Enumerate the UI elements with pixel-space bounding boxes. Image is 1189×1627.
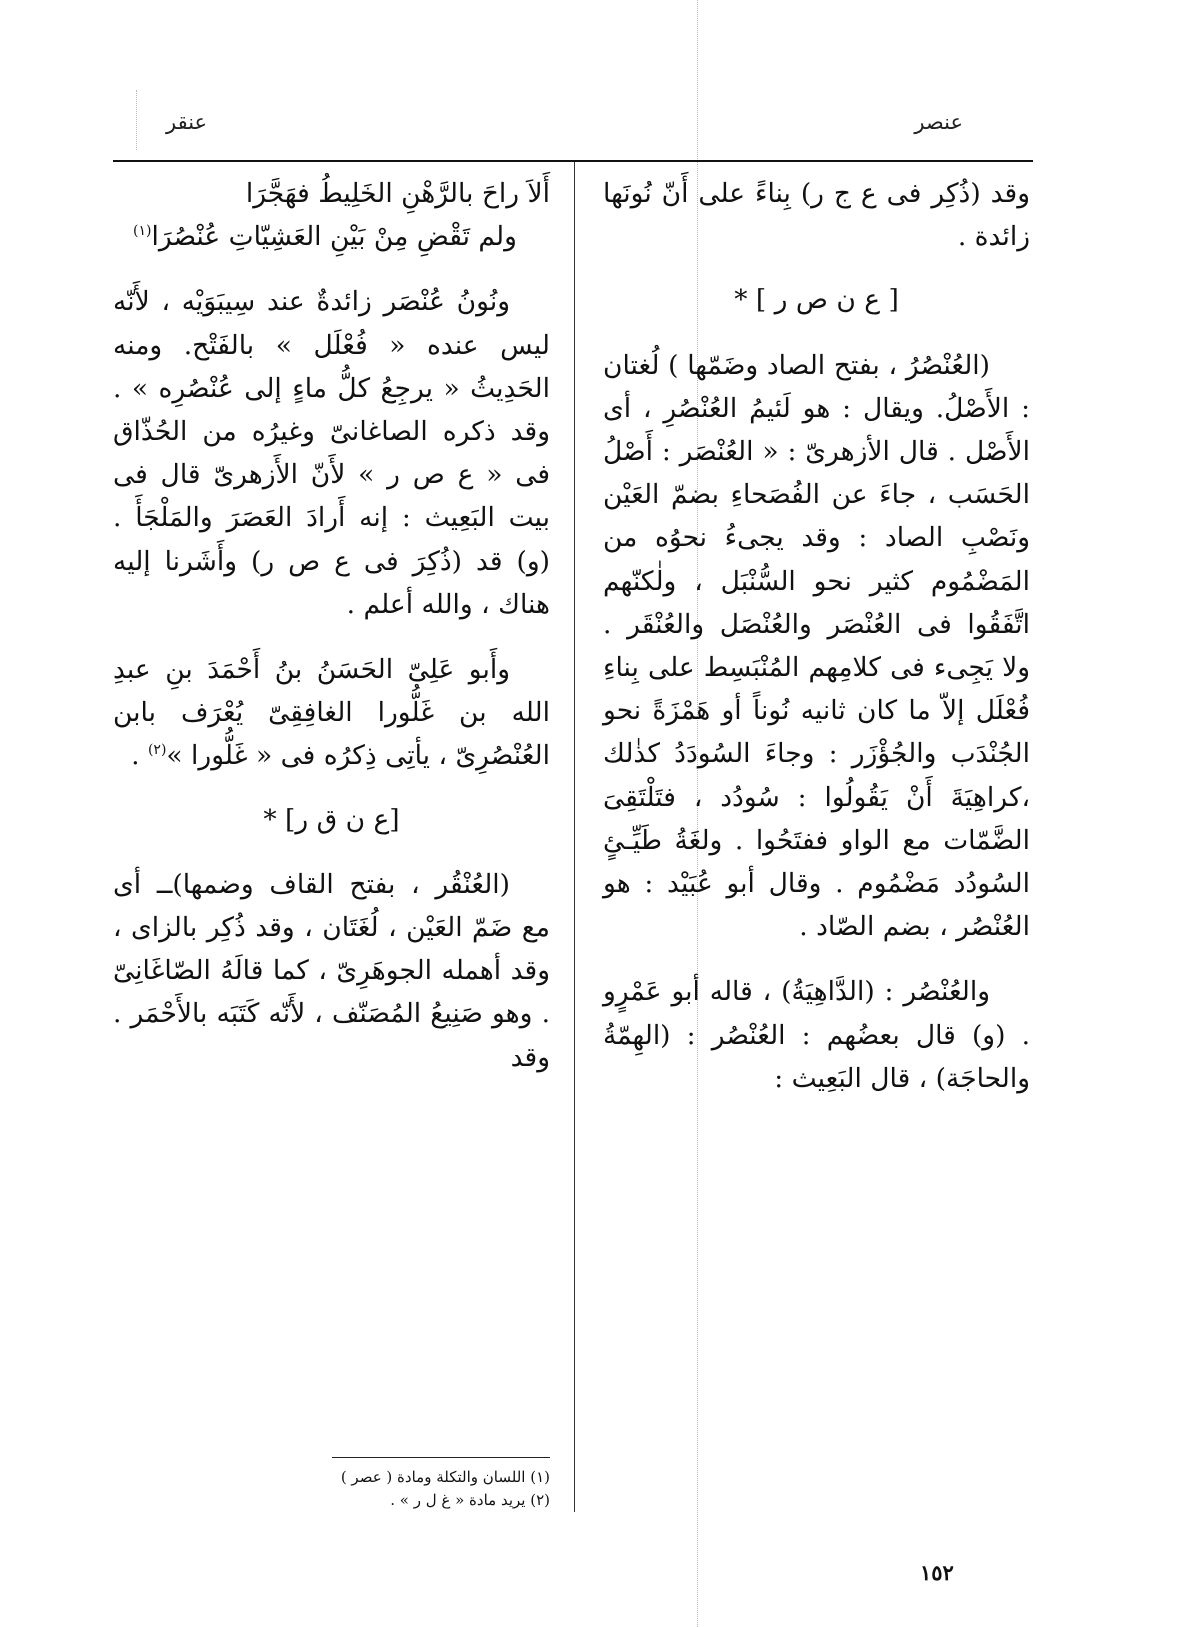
entry-body-ansr-meaning: والعُنْصُر : (الدَّاهِيَةُ) ، قاله أبو عَمْرٍو . (و) قال بعضُهم : العُنْصُر : (الهِمّةُ والحاجَة) ، قال البَعِيث : <box>603 976 1030 1094</box>
paragraph-ibn-alunsuri <box>113 648 550 778</box>
page-number: ١٥٢ <box>920 1560 954 1585</box>
poetry-verse <box>113 172 550 258</box>
verse-hemistich-2 <box>113 215 550 258</box>
scan-artifact-mark <box>136 90 137 150</box>
paragraph-ibn-alunsuri-end: . <box>131 740 148 772</box>
footnote-ref-1: (١) <box>133 223 152 240</box>
footnote-rule <box>332 1457 550 1458</box>
footnote-2: (٢) يريد مادة « غ ل ر » . <box>390 1491 550 1509</box>
running-head-right: عنصر <box>914 110 963 134</box>
entry-body-ansr: (العُنْصُرُ ، بفتح الصاد وضَمّها ) لُغتان : الأَصْلُ. ويقال : هو لَئيمُ العُنْصُرِ ، أى الأَصْل . قال الأزهرىّ : « العُنْصَر : أَصْلُ الحَسَب ، جاءَ عن الفُصَحاءِ بضمّ العَيْن ونَصْبِ الصاد : وقد يجىءُ نحوُه من المَضْمُوم كثير نحو السُّنْبَل ، ولٰكنّهم اتَّفَقُوا فى العُنْصَر والعُنْصَل والعُنْقَر . ولا يَجِىء فى كلامِهم المُنْبَسِط على بِناءِ فُعْلَل إلاّ ما كان ثانيه نُوناً أو هَمْزَةً نحو الجُنْدَب والجُؤْزَر : وجاءَ السُودَدُ كذٰلك ،كراهِيَةَ أَنْ يَقُولُوا : سُودُد ، فتَلْتَقِىَ الضَّمّات مع الواو ففتَحُوا . ولغَةُ طَيِّـئٍ السُودُد مَضْمُوم . وقال أبو عُبَيْد : هو العُنْصُر ، بضم الصّاد . <box>603 349 1030 943</box>
right-column <box>603 172 1030 1100</box>
entry-body-anqr: (العُنْقُر ، بفتح القاف وضمها)ــ أى مع ضَمّ العَيْن ، لُغَتَان ، وقد ذُكِر بالزاى ، وقد أهمله الجوهَرِىّ ، كما قالَهُ الصّاغَانِىّ . وهو صَنِيعُ المُصَنّف ، لأَنّه كَتَبَه بالأَحْمَر . وقد <box>113 868 550 1073</box>
verse-hemistich-1: أَلاَ راحَ بالرَّهْنِ الخَلِيطُ فهَجَّرَا <box>245 178 550 209</box>
continuation-paragraph: وقد (ذُكِر فى ع ج ر) بِناءً على أَنّ نُونَها زائدة . <box>603 178 1030 253</box>
paragraph-ibn-alunsuri-text: وأَبو عَلِىّ الحَسَنُ بنُ أَحْمَدَ بنِ عبدِ الله بن غَلُّورا الغافِقِىّ يُعْرَف بابن العُنْصُرِىّ ، يأتِى ذِكرُه فى « غَلُّورا » <box>113 654 550 772</box>
verse-hemistich-2-text: ولم تَقْضِ مِنْ بَيْنِ العَشِيّاتِ عُنْصُرَا <box>151 221 517 253</box>
paragraph-sibawayh: ونُونُ عُنْصَر زائدةٌ عند سِيبَوَيْه ، لأَنّه ليس عنده « فُعْلَل » بالفَتْح. ومنه الحَدِيثُ « يرجِعُ كلُّ ماءٍ إلى عُنْصُرِه » . وقد ذكره الصاغانىّ وغيرُه من الحُذّاق فى « ع ص ر » لأَنّ الأَزهرىّ قال فى بيت البَعِيث : إنه أَرادَ العَصَرَ والمَلْجَأَ . (و) قد (ذُكِرَ فى ع ص ر) وأَشَرنا إليه هناك ، والله أعلم . <box>113 286 550 620</box>
footnote-1: (١) اللسان والتكلة ومادة ( عصر ) <box>340 1468 550 1486</box>
column-divider <box>574 162 575 1512</box>
entry-heading-anqr: [ع ن ق ر] * <box>263 803 400 835</box>
header-rule <box>113 160 1033 162</box>
running-head-left: عنقر <box>166 110 208 134</box>
entry-heading-ansr: [ ع ن ص ر ] * <box>734 284 899 316</box>
left-column <box>113 172 550 1079</box>
footnote-ref-2: (٢) <box>147 742 167 759</box>
footnotes <box>230 1466 550 1512</box>
